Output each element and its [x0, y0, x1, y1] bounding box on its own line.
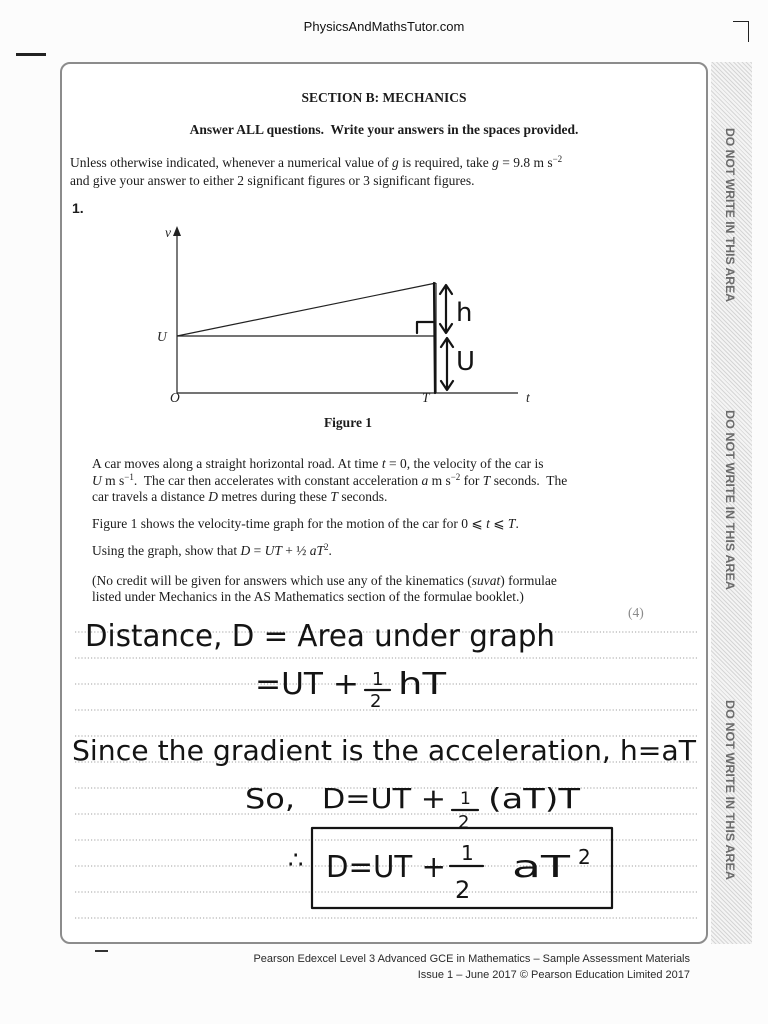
- text-run: car travels a distance: [92, 489, 209, 504]
- text-run: and give your answer to either 2 significant figures or 3 significant figures.: [70, 173, 475, 188]
- intro-line-2: [70, 173, 475, 189]
- fraction-denominator: 2: [458, 812, 470, 833]
- text-run: A car moves along a straight horizontal road. At time: [92, 456, 382, 471]
- text-run: is required, take: [398, 155, 493, 170]
- text-run: seconds. The: [490, 473, 568, 488]
- section-title: SECTION B: MECHANICS: [301, 90, 467, 105]
- math-variable: UT: [264, 543, 282, 558]
- figure-caption: Figure 1: [323, 415, 373, 430]
- superscript: −2: [450, 472, 461, 482]
- text-run: = 0, the velocity of the car is: [385, 456, 544, 471]
- text-run: = 9.8 m s: [498, 155, 553, 170]
- expression-tail: hT: [398, 667, 447, 702]
- height-label: h: [456, 298, 473, 328]
- text-run: .: [515, 516, 519, 531]
- math-variable: T: [482, 473, 491, 488]
- margin-notice: DO NOT WRITE IN THIS AREA: [723, 700, 735, 865]
- text-run: + ½: [281, 543, 310, 558]
- fraction-numerator: 1: [461, 841, 474, 865]
- text-run: . The car then accelerates with constant acceleration: [133, 473, 422, 488]
- superscript: 2: [324, 542, 329, 552]
- math-variable: a: [421, 473, 429, 488]
- question-text-line: [92, 489, 387, 505]
- footer-publication: Pearson Edexcel Level 3 Advanced GCE in Mathematics – Sample Assessment Materials: [253, 953, 690, 965]
- math-variable: U: [92, 473, 102, 488]
- text-run: ⩽: [489, 516, 508, 531]
- registration-mark-top-left: [16, 53, 46, 56]
- origin-label: O: [170, 390, 180, 405]
- text-run: for: [460, 473, 483, 488]
- expression-lead: =UT +: [255, 667, 359, 702]
- math-variable: aT: [309, 543, 325, 558]
- expression-so: So,: [245, 782, 295, 815]
- exponent: 2: [578, 845, 591, 869]
- registration-mark-bottom-left: [95, 950, 108, 952]
- margin-notice: DO NOT WRITE IN THIS AREA: [723, 410, 735, 575]
- fraction-numerator: 1: [372, 669, 384, 690]
- text-run: Using the graph, show that: [92, 543, 241, 558]
- math-variable: D: [208, 489, 218, 504]
- fraction-denominator: 2: [370, 691, 382, 712]
- text-run: listed under Mechanics in the AS Mathematics section of the formulae booklet.): [92, 589, 524, 604]
- text-run: Unless otherwise indicated, whenever a numerical value of: [70, 155, 393, 170]
- t-tick-label: T: [422, 390, 430, 405]
- superscript: −2: [552, 154, 563, 164]
- superscript: −1: [124, 472, 134, 482]
- expression-tail: aT: [512, 850, 572, 885]
- text-run: =: [250, 543, 265, 558]
- section-instruction: Answer ALL questions. Write your answers in the spaces provided.: [189, 122, 579, 137]
- margin-strip: [711, 62, 752, 944]
- text-run: Figure 1 shows the velocity-time graph for the motion of the car for 0 ⩽: [92, 516, 487, 531]
- text-run: (No credit will be given for answers which use any of the kinematics (: [92, 573, 472, 588]
- question-text-line: [92, 516, 519, 532]
- text-run: metres during these: [217, 489, 331, 504]
- question-number: 1.: [72, 200, 84, 216]
- crop-mark-top-right: [733, 21, 749, 42]
- text-run: .: [328, 543, 332, 558]
- math-variable: t: [381, 456, 386, 471]
- t-axis-label: t: [526, 390, 530, 405]
- math-variable: t: [486, 516, 490, 531]
- intro-line-1: [70, 155, 562, 172]
- math-variable: suvat: [471, 573, 501, 588]
- initial-velocity-label: U: [456, 347, 476, 377]
- question-text-line: [92, 543, 332, 560]
- margin-notice: DO NOT WRITE IN THIS AREA: [723, 128, 735, 293]
- u-tick-label: U: [157, 329, 167, 344]
- question-text-line: [92, 573, 557, 589]
- margin-notices: [711, 62, 752, 944]
- text-run: seconds.: [337, 489, 388, 504]
- question-text-line: [92, 456, 544, 472]
- text-run: m s: [428, 473, 451, 488]
- math-variable: T: [330, 489, 338, 504]
- expression-tail: (aT)T: [488, 782, 582, 815]
- expression-lead: D=UT +: [326, 850, 446, 885]
- expression-lead: D=UT +: [322, 782, 446, 815]
- footer-issue: Issue 1 – June 2017 © Pearson Education Limited 2017: [417, 969, 690, 981]
- answer-gradient-statement: Since the gradient is the acceleration, h=aT: [72, 734, 697, 767]
- therefore-symbol: ∴: [288, 846, 304, 874]
- answer-distance-statement: Distance, D = Area under graph: [85, 619, 555, 654]
- question-text-line: [92, 473, 567, 490]
- text-run: m s: [101, 473, 125, 488]
- site-header: PhysicsAndMathsTutor.com: [303, 19, 465, 34]
- math-variable: g: [492, 155, 499, 170]
- fraction-numerator: 1: [460, 789, 471, 809]
- text-run: ) formulae: [500, 573, 557, 588]
- math-variable: T: [507, 516, 516, 531]
- fraction-denominator: 2: [455, 876, 471, 904]
- question-text-line: [92, 589, 524, 605]
- v-axis-label: v: [165, 225, 171, 240]
- math-variable: g: [392, 155, 399, 170]
- math-variable: D: [240, 543, 251, 558]
- question-marks: (4): [628, 605, 644, 620]
